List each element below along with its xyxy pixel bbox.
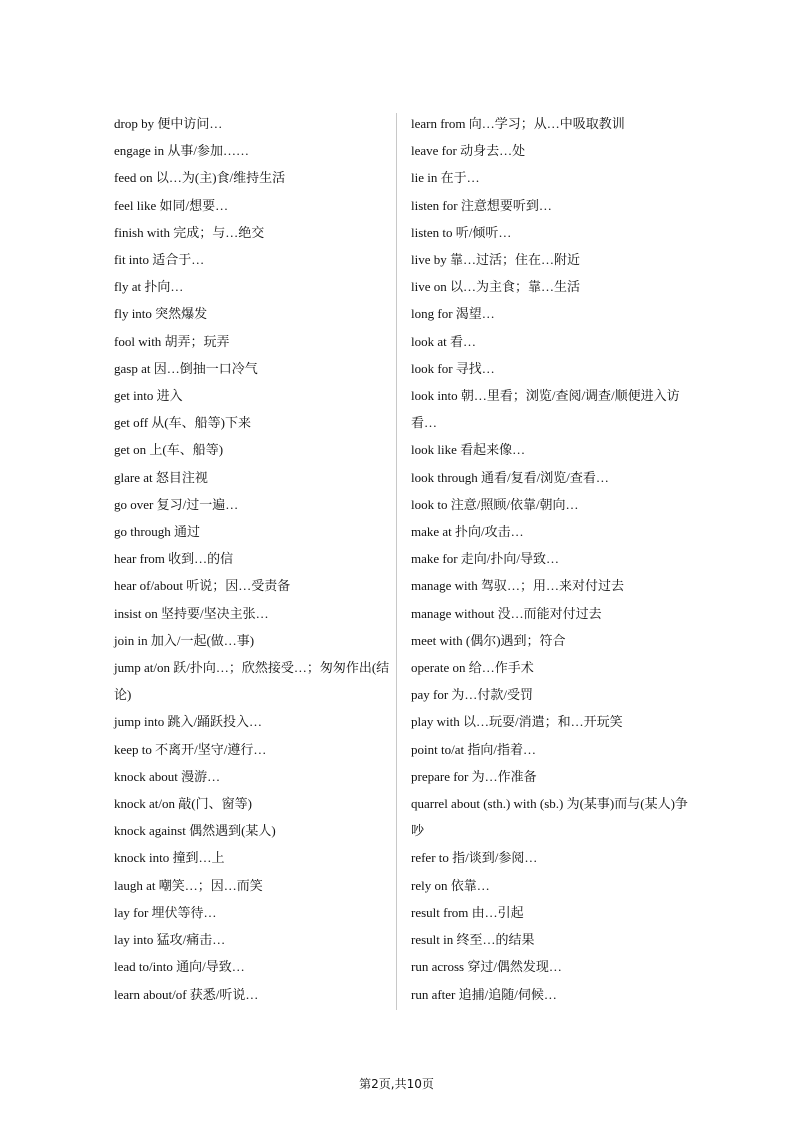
phrase-entry: play with 以…玩耍/消遣；和…开玩笑 [411, 714, 623, 730]
phrase-entry: lay for 埋伏等待… [114, 904, 217, 920]
phrase-entry: feed on 以…为(主)食/维持生活 [114, 170, 286, 186]
phrase-entry: pay for 为…付款/受罚 [411, 687, 534, 703]
phrase-entry: learn about/of 获悉/听说… [114, 986, 259, 1002]
phrase-entry: fly into 突然爆发 [114, 306, 208, 322]
phrase-entry: knock into 撞到…上 [114, 850, 225, 866]
phrase-entry: jump into 跳入/踊跃投入… [114, 714, 263, 730]
column-divider [396, 113, 397, 1010]
phrase-entry: learn from 向…学习；从…中吸取教训 [411, 116, 625, 131]
phrase-entry: drop by 便中访问… [114, 116, 223, 131]
phrase-entry: join in 加入/一起(做…事) [114, 632, 255, 648]
phrase-entry: look like 看起来像… [411, 442, 526, 458]
phrase-entry: rely on 依靠… [411, 877, 490, 893]
phrase-entry: knock against 偶然遇到(某人) [114, 823, 276, 839]
phrase-entry: run after 追捕/追随/伺候… [411, 986, 557, 1002]
phrase-entry: knock about 漫游… [114, 768, 221, 784]
phrase-entry: hear from 收到…的信 [114, 551, 234, 567]
page-number-footer: 第2页,共10页 [359, 1077, 434, 1091]
phrase-entry: look into 朝…里看；浏览/查阅/调查/顺便进入访看… [411, 388, 680, 431]
phrase-entry: gasp at 因…倒抽一口冷气 [114, 360, 258, 376]
phrase-entry: fool with 胡弄；玩弄 [114, 333, 230, 349]
phrase-entry: look for 寻找… [411, 360, 495, 376]
phrase-entry: make for 走向/扑向/导致… [411, 551, 560, 567]
phrase-entry: knock at/on 敲(门、窗等) [114, 796, 252, 812]
phrase-entry: go through 通过 [114, 524, 200, 540]
phrase-entry: laugh at 嘲笑…；因…而笑 [114, 877, 263, 893]
phrase-entry: manage without 没…而能对付过去 [411, 605, 602, 621]
phrase-entry: refer to 指/谈到/参阅… [411, 850, 538, 866]
phrase-entry: manage with 驾驭…；用…来对付过去 [411, 578, 625, 594]
phrase-entry: get on 上(车、船等) [114, 442, 224, 458]
phrase-entry: listen to 听/倾听… [411, 224, 512, 240]
phrase-entry: live on 以…为主食；靠…生活 [411, 279, 580, 295]
phrase-entry: long for 渴望… [411, 306, 495, 322]
phrase-entry: run across 穿过/偶然发现… [411, 959, 562, 975]
phrase-entry: feel like 如同/想要… [114, 197, 229, 213]
phrase-entry: jump at/on 跃/扑向…；欣然接受…；匆匆作出(结论) [114, 660, 390, 703]
phrase-entry: fit into 适合于… [114, 252, 205, 268]
left-column [114, 110, 392, 1008]
phrase-entry: finish with 完成；与…绝交 [114, 224, 265, 240]
phrase-entry: go over 复习/过一遍… [114, 496, 239, 512]
phrase-entry: quarrel about (sth.) with (sb.) 为(某事)而与(某人)争吵 [411, 796, 688, 839]
phrase-entry: point to/at 指向/指着… [411, 741, 536, 757]
phrase-entry: fly at 扑向… [114, 279, 184, 295]
phrase-entry: look at 看… [411, 333, 476, 349]
phrase-entry: result from 由…引起 [411, 904, 524, 920]
phrase-entry: look to 注意/照顾/依靠/朝向… [411, 496, 579, 512]
phrase-entry: result in 终至…的结果 [411, 932, 535, 948]
phrase-entry: glare at 怒目注视 [114, 469, 208, 485]
phrase-entry: prepare for 为…作准备 [411, 768, 537, 784]
phrase-entry: leave for 动身去…处 [411, 143, 526, 159]
phrase-entry: look through 通看/复看/浏览/查看… [411, 469, 609, 485]
phrase-entry: hear of/about 听说；因…受责备 [114, 578, 291, 594]
phrase-entry: lay into 猛攻/痛击… [114, 932, 226, 948]
phrase-entry: listen for 注意想要听到… [411, 197, 552, 213]
phrase-entry: live by 靠…过活；住在…附近 [411, 252, 580, 268]
phrase-entry: make at 扑向/攻击… [411, 524, 524, 540]
phrase-entry: lead to/into 通向/导致… [114, 959, 245, 975]
right-column [411, 110, 689, 1008]
phrase-entry: insist on 坚持要/坚决主张… [114, 605, 269, 621]
phrase-entry: get into 进入 [114, 388, 183, 404]
phrase-entry: lie in 在于… [411, 170, 480, 186]
phrase-entry: keep to 不离开/坚守/遵行… [114, 741, 267, 757]
phrase-entry: operate on 给…作手术 [411, 660, 534, 676]
phrase-entry: meet with (偶尔)遇到；符合 [411, 632, 566, 648]
phrase-entry: engage in 从事/参加…… [114, 143, 250, 159]
phrase-entry: get off 从(车、船等)下来 [114, 415, 251, 431]
